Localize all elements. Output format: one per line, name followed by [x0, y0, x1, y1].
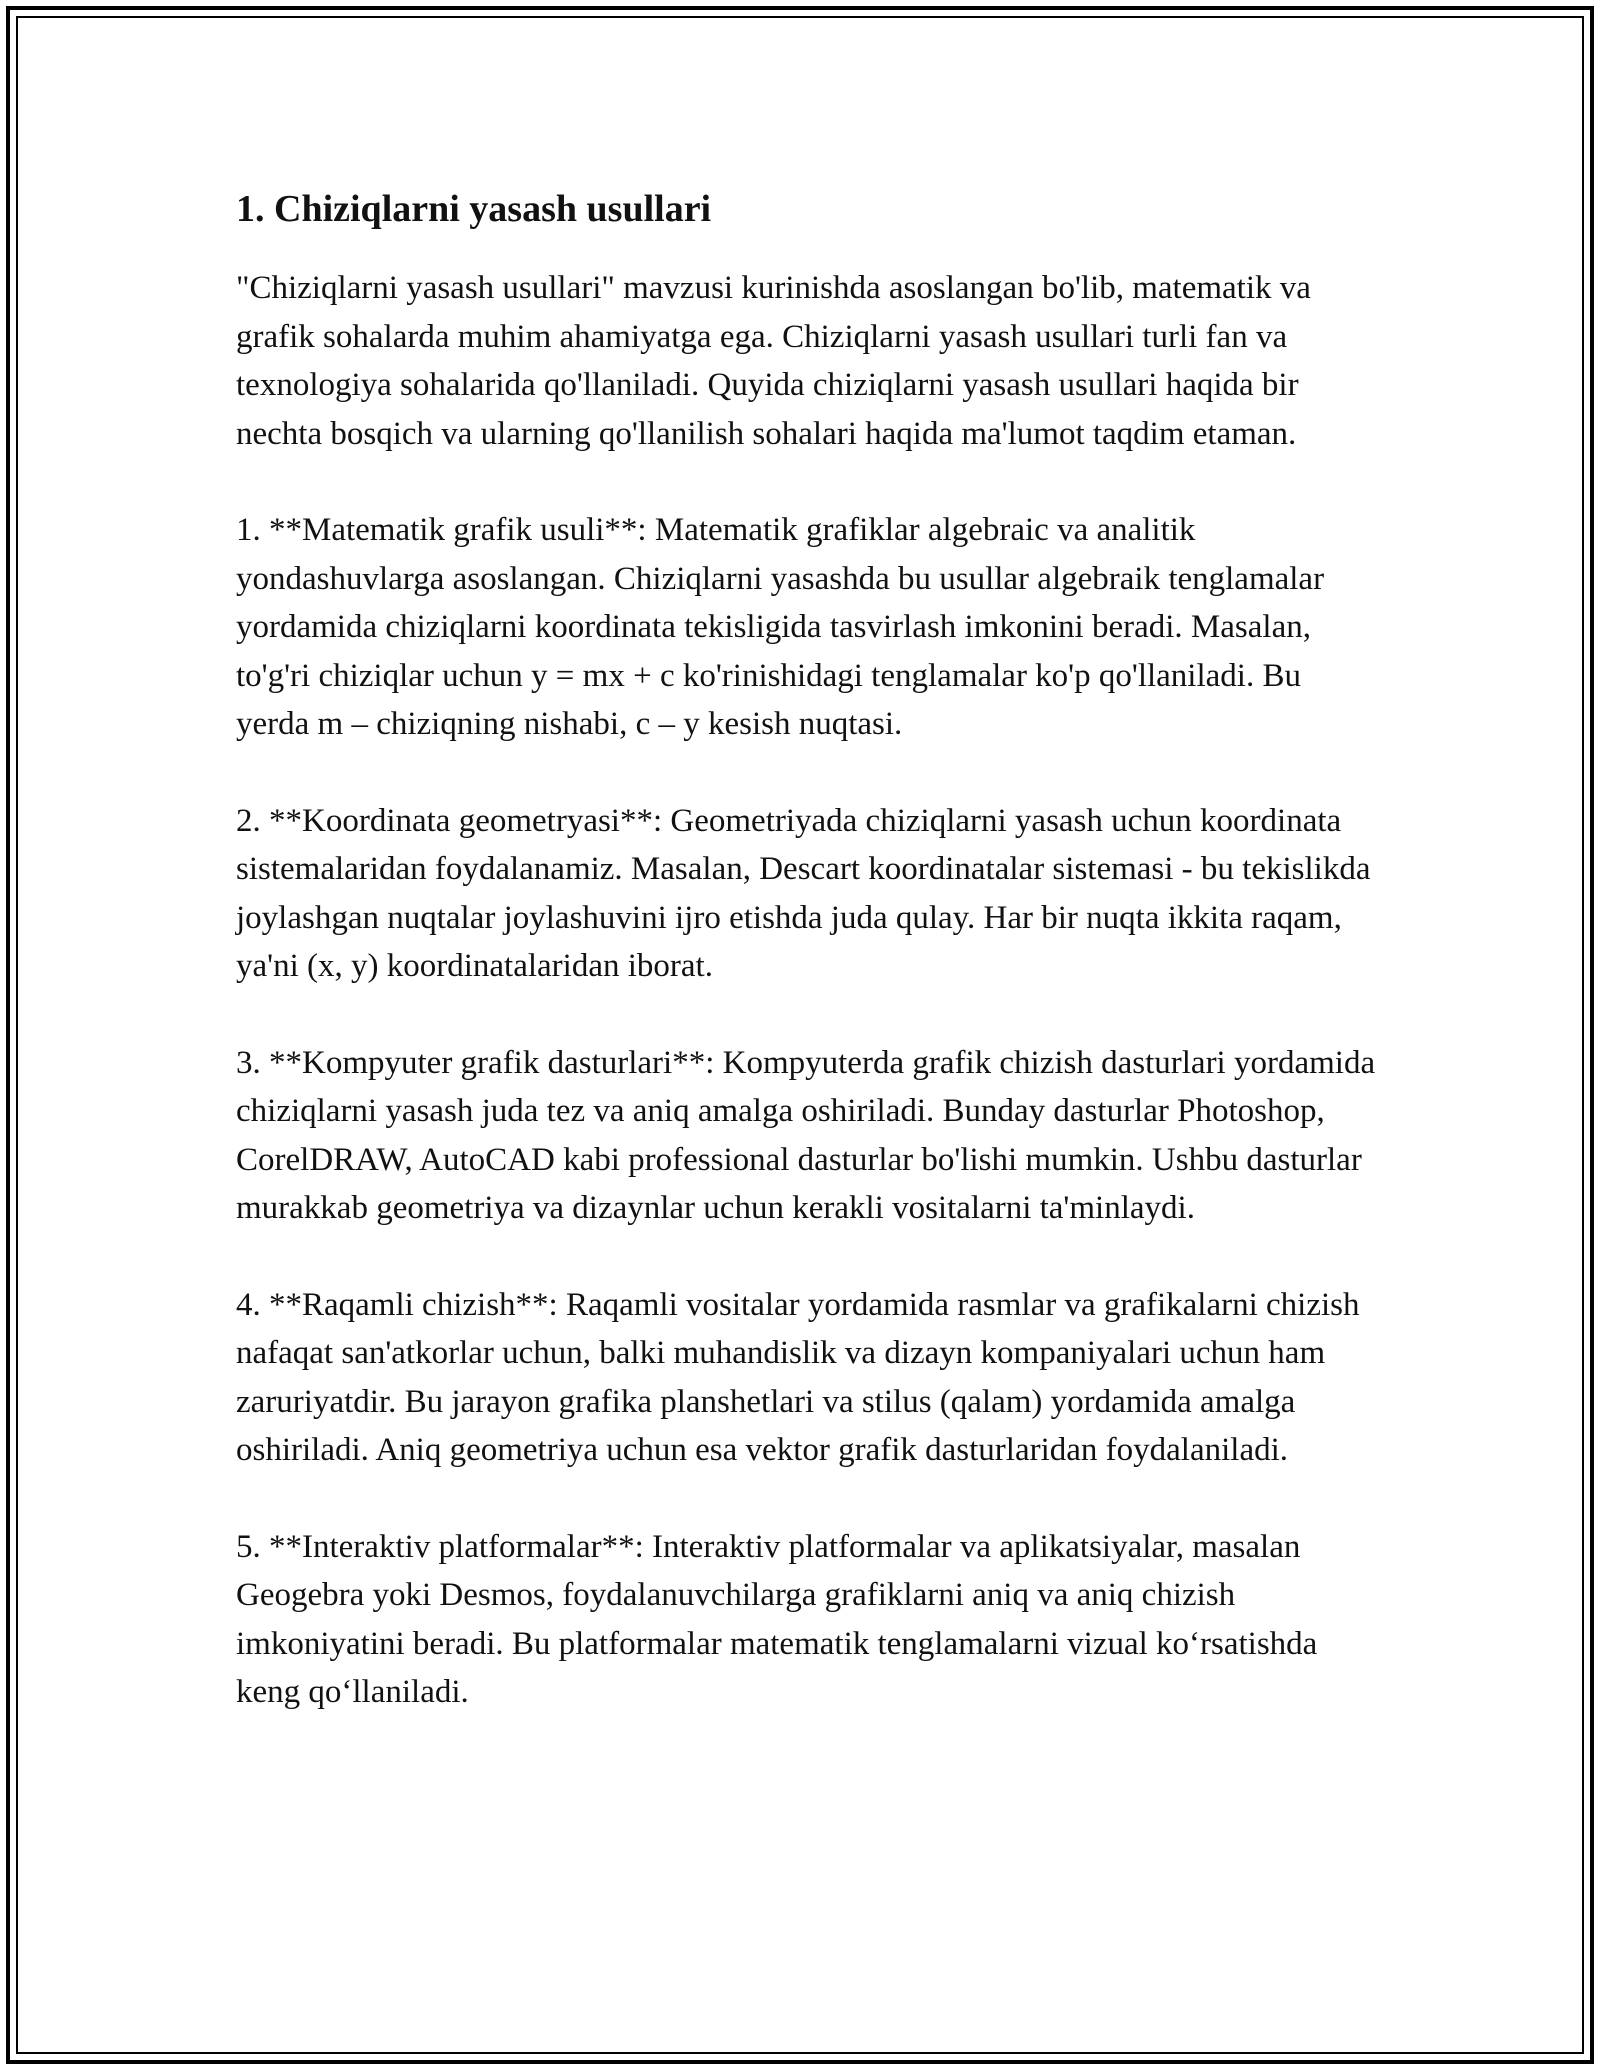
- paragraph-matematik-grafik-usuli: 1. **Matematik grafik usuli**: Matematik grafiklar algebraic va analitik yondashuvlarga asoslangan. Chiziqlarni yasashda bu usullar algebraik tenglamalar yordamida chiziqlarni koordinata tekisligida tasvirlash imkonini beradi. Masalan, to'g'ri chiziqlar uchun y = mx + c ko'rinishidagi tenglamalar ko'p qo'llaniladi. Bu yerda m – chiziqning nishabi, c – y kesish nuqtasi.: [236, 512, 1325, 743]
- document-title: 1. Chiziqlarni yasash usullari: [236, 188, 712, 230]
- intro-paragraph: "Chiziqlarni yasash usullari" mavzusi kurinishda asoslangan bo'lib, matematik va grafik sohalarda muhim ahamiyatga ega. Chiziqlarni yasash usullari turli fan va texnologiya sohalarida qo'llaniladi. Quyida chiziqlarni yasash usullari haqida bir nechta bosqich va ularning qo'llanilish sohalari haqida ma'lumot taqdim etaman.: [236, 270, 1311, 452]
- paragraph-kompyuter-grafik-dasturlari: 3. **Kompyuter grafik dasturlari**: Kompyuterda grafik chizish dasturlari yordamida chiziqlarni yasash juda tez va aniq amalga oshiriladi. Bunday dasturlar Photoshop, CorelDRAW, AutoCAD kabi professional dasturlar bo'lishi mumkin. Ushbu dasturlar murakkab geometriya va dizaynlar uchun kerakli vositalarni ta'minlaydi.: [236, 1044, 1376, 1227]
- paragraph-koordinata-geometryasi: 2. **Koordinata geometryasi**: Geometriyada chiziqlarni yasash uchun koordinata sistemalaridan foydalanamiz. Masalan, Descart koordinatalar sistemasi - bu tekislikda joylashgan nuqtalar joylashuvini ijro etishda juda qulay. Har bir nuqta ikkita raqam, ya'ni (x, y) koordinatalaridan iborat.: [236, 802, 1371, 985]
- document-body: [236, 185, 1376, 1717]
- paragraph-raqamli-chizish: 4. **Raqamli chizish**: Raqamli vositalar yordamida rasmlar va grafikalarni chizish nafaqat san'atkorlar uchun, balki muhandislik va dizayn kompaniyalari uchun ham zaruriyatdir. Bu jarayon grafika planshetlari va stilus (qalam) yordamida amalga oshiriladi. Aniq geometriya uchun esa vektor grafik dasturlaridan foydalaniladi.: [236, 1286, 1360, 1469]
- paragraph-interaktiv-platformalar: 5. **Interaktiv platformalar**: Interaktiv platformalar va aplikatsiyalar, masalan Geogebra yoki Desmos, foydalanuvchilarga grafiklarni aniq va aniq chizish imkoniyatini beradi. Bu platformalar matematik tenglamalarni vizual koʻrsatishda keng qoʻllaniladi.: [236, 1528, 1318, 1711]
